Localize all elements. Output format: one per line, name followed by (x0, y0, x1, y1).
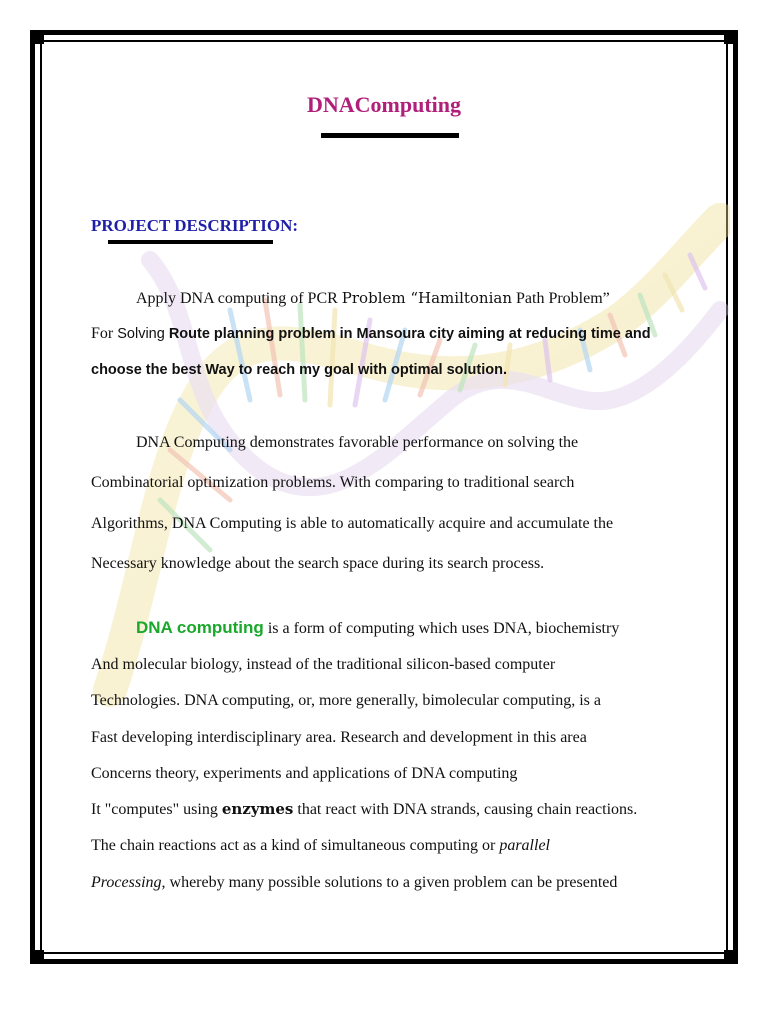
text-run: Path Problem” (512, 290, 610, 307)
heading-underline (108, 240, 273, 244)
text-run: Processing (91, 874, 162, 891)
text-run: Solving (117, 326, 165, 342)
para3-line2: And molecular biology, instead of the traditional silicon-based computer (91, 656, 556, 673)
text-run: The chain reactions act as a kind of simultaneous computing or (91, 837, 500, 854)
text-run: that react with DNA strands, causing chain reactions. (293, 801, 638, 818)
text-run: It "computes" using (91, 801, 222, 818)
para1-line2 (91, 324, 651, 344)
text-run: For (91, 325, 118, 342)
text-run: Problem “Hamiltonian (341, 289, 512, 307)
para3-line8 (91, 873, 617, 893)
enzymes-term: enzymes (221, 800, 294, 818)
para2-line3: Algorithms, DNA Computing is able to automatically acquire and accumulate the (91, 515, 614, 532)
border-corner-top-left (30, 30, 44, 44)
document-title: DNAComputing (306, 92, 462, 117)
para3-line3: Technologies. DNA computing, or, more generally, bimolecular computing, is a (91, 692, 601, 709)
border-corner-bottom-right (724, 950, 738, 964)
para1-line1 (136, 288, 610, 309)
text-run: Route planning problem in Mansoura city aiming at reducing time and (164, 326, 651, 342)
para2-line1: DNA Computing demonstrates favorable performance on solving the (136, 434, 579, 451)
title-underline (321, 133, 459, 138)
para3-line6 (91, 799, 637, 820)
text-run: is a form of computing which uses DNA, biochemistry (263, 620, 620, 637)
para3-line7 (91, 836, 550, 856)
para2-line2: Combinatorial optimization problems. With comparing to traditional search (91, 474, 575, 491)
text-run: , whereby many possible solutions to a given problem can be presented (161, 874, 618, 891)
border-corner-top-right (724, 30, 738, 44)
border-corner-bottom-left (30, 950, 44, 964)
para3-line4: Fast developing interdisciplinary area. Research and development in this area (91, 729, 587, 746)
para2-line4: Necessary knowledge about the search space during its search process. (91, 555, 545, 572)
para1-line3: choose the best Way to reach my goal with optimal solution. (91, 362, 507, 378)
text-run: parallel (499, 837, 550, 854)
section-heading: PROJECT DESCRIPTION: (91, 216, 299, 235)
para3-line1 (136, 618, 619, 639)
dna-computing-highlight: DNA computing (136, 618, 264, 637)
text-run: Apply DNA computing of PCR (136, 290, 342, 307)
para3-line5: Concerns theory, experiments and applications of DNA computing (91, 765, 518, 782)
